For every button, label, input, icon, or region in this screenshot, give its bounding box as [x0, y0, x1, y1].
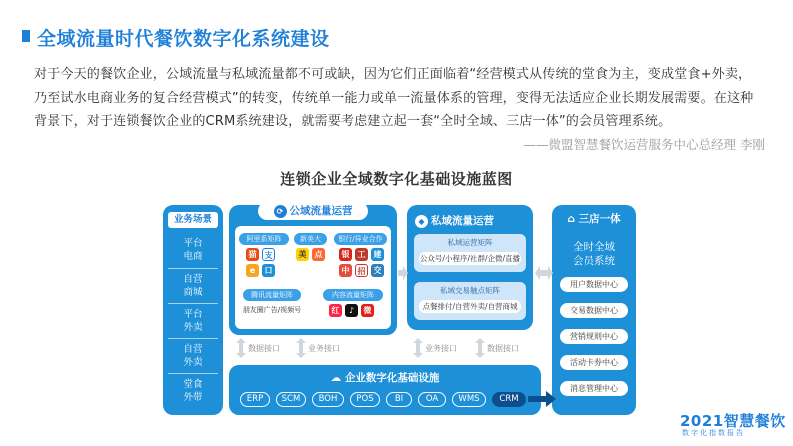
boc-logo: 中	[339, 264, 352, 277]
bocom-logo: 交	[371, 264, 384, 277]
infra-item: OA	[418, 392, 446, 407]
infra-item: SCM	[276, 392, 306, 407]
cloud-icon: ☁	[330, 372, 345, 384]
group-tag: 内容流量矩阵	[323, 289, 383, 301]
three-store-title: 三店一体	[578, 213, 621, 225]
store-icon: ⌂	[567, 213, 579, 225]
infra-item: WMS	[452, 392, 486, 407]
eleme-logo: e	[246, 264, 259, 277]
heading-marker	[22, 30, 30, 42]
store-item: 用户数据中心	[560, 277, 628, 292]
link-icon: ⟳	[274, 205, 287, 218]
arrow-updown-icon	[236, 338, 246, 358]
icbc-logo: 工	[355, 248, 368, 261]
three-store-header	[552, 212, 636, 226]
interface-label: 数据接口	[248, 344, 280, 353]
group-tag: 银行/异业合作	[334, 233, 387, 245]
infra-item: BOH	[312, 392, 344, 407]
private-group-item: 点餐排付/自营外卖/自营商城	[419, 300, 521, 313]
arrow-updown-icon	[475, 338, 485, 358]
tmall-logo: 猫	[246, 248, 259, 261]
weibo-logo: 微	[361, 304, 374, 317]
page-title: 全域流量时代餐饮数字化系统建设	[37, 28, 330, 50]
private-group-item: 公众号/小程序/社群/企微/直播	[419, 254, 521, 263]
dianping-logo: 点	[312, 248, 325, 261]
brand-subtitle: 数字化指数报告	[682, 429, 745, 437]
unionpay-logo: 银	[339, 248, 352, 261]
attribution: ——微盟智慧餐饮运营服务中心总经理 李刚	[523, 137, 765, 152]
koubei-logo: 口	[262, 264, 275, 277]
interface-label: 业务接口	[425, 344, 457, 353]
private-traffic-header	[415, 213, 525, 227]
tag-icon: ◆	[415, 215, 428, 228]
scene-item: 自营 商城	[168, 268, 218, 302]
intro-paragraph: 对于今天的餐饮企业，公域流量与私域流量都不可或缺，因为它们正面临着“经营模式从传统的堂食为主，变成堂食+外卖，乃至试水电商业务的复合经营模式”的转变，传统单一能力或单一流量体系的管理，变得无法适应企业长期发展需要。在这种背景下，对于连锁餐饮企业的CRM系统建设，就需要考虑建立起一套“全时全域、三店一体”的会员管理系统。	[34, 67, 754, 129]
group-tag: 阿里系矩阵	[239, 233, 289, 245]
store-item: 营销规则中心	[560, 329, 628, 344]
group-tag: 腾讯流量矩阵	[243, 289, 301, 301]
arrow-updown-icon	[296, 338, 306, 358]
interface-label: 数据接口	[487, 344, 519, 353]
cmb-logo: 招	[355, 264, 368, 277]
infra-item: BI	[386, 392, 412, 407]
private-group-label: 私域运营矩阵	[447, 238, 493, 247]
arrow-right-icon	[398, 266, 408, 280]
public-traffic-title: 公域流量运营	[289, 205, 353, 217]
alipay-logo: 支	[262, 248, 275, 261]
group-desc: 朋友圈广告/视频号	[242, 306, 302, 314]
scene-item: 平台 外卖	[168, 303, 218, 337]
infra-item: POS	[350, 392, 380, 407]
xiaohongshu-logo: 红	[329, 304, 342, 317]
scene-item: 平台 电商	[183, 238, 203, 262]
infrastructure-header	[229, 370, 541, 385]
infra-item: ERP	[240, 392, 270, 407]
douyin-logo: ♪	[345, 304, 358, 317]
brand-logo-text: 2021智慧餐饮	[680, 412, 786, 430]
arrow-right-icon	[528, 391, 556, 407]
scenes-label: 业务场景	[168, 212, 218, 228]
scene-item: 自营 外卖	[168, 338, 218, 372]
group-tag: 新美大	[294, 233, 327, 245]
arrow-updown-icon	[413, 338, 423, 358]
private-group-label: 私域交易触点矩阵	[440, 286, 500, 295]
ccb-logo: 建	[371, 248, 384, 261]
store-item: 消息管理中心	[560, 381, 628, 396]
member-system-title: 全时全域 会员系统	[573, 241, 615, 267]
arrow-both-icon	[535, 266, 553, 280]
store-item: 交易数据中心	[560, 303, 628, 318]
store-item: 活动卡券中心	[560, 355, 628, 370]
interface-label: 业务接口	[308, 344, 340, 353]
infra-item-crm: CRM	[492, 392, 526, 407]
blueprint-title: 连锁企业全域数字化基础设施蓝图	[280, 170, 513, 188]
scene-item: 堂食 外带	[168, 373, 218, 407]
meituan-logo: 美	[296, 248, 309, 261]
infrastructure-title: 企业数字化基础设施	[344, 372, 440, 384]
private-traffic-title: 私域流量运营	[431, 215, 494, 227]
public-traffic-header	[258, 202, 368, 220]
